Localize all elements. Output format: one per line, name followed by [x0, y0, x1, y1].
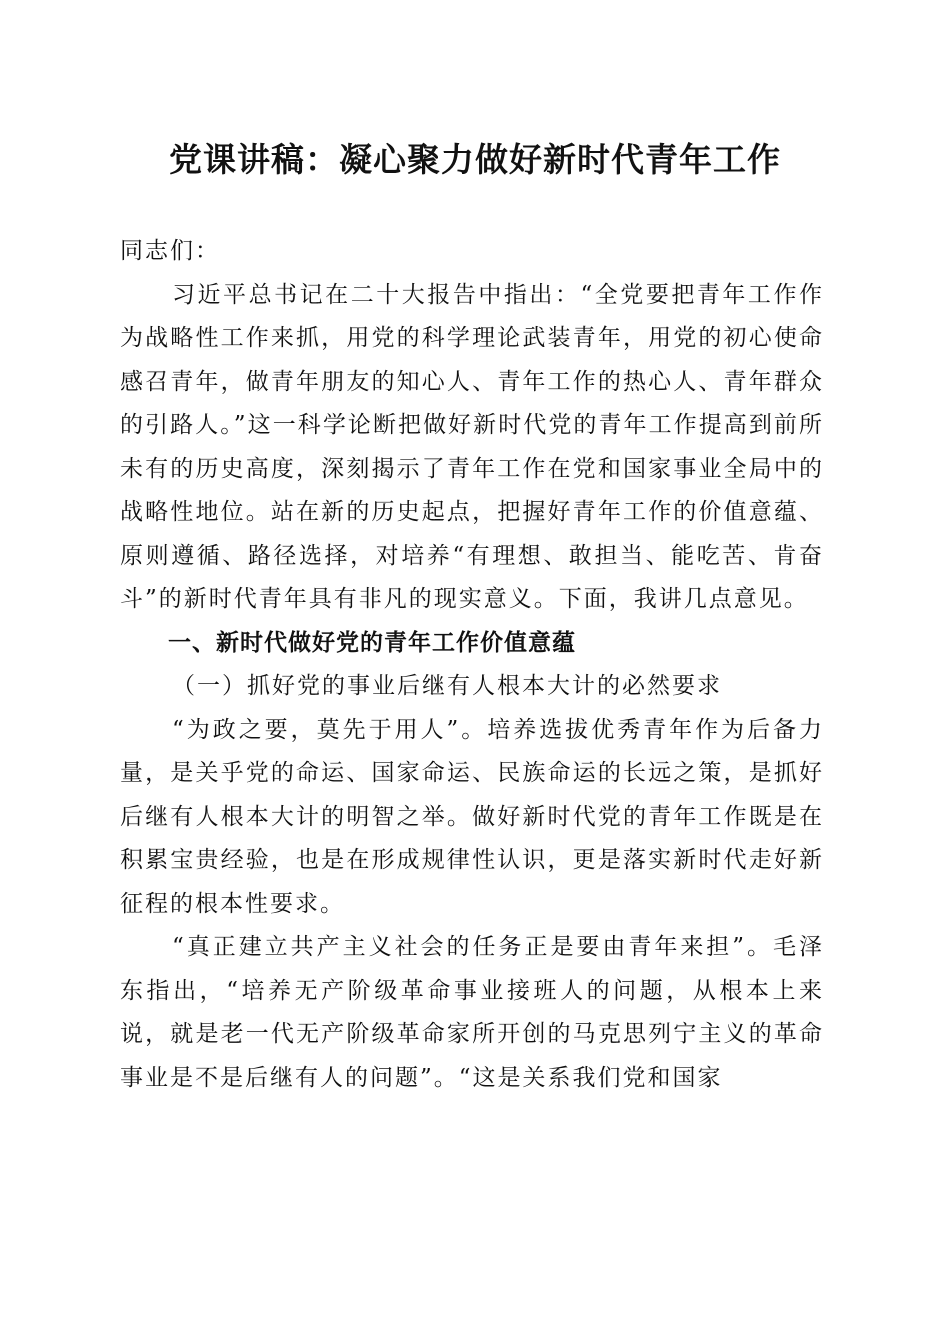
intro-paragraph: 习近平总书记在二十大报告中指出：“全党要把青年工作作为战略性工作来抓，用党的科学理论武装青年，用党的初心使命感召青年，做青年朋友的知心人、青年工作的热心人、青年群众的引路人。”这一科学论断把做好新时代党的青年工作提高到前所未有的历史高度，深刻揭示了青年工作在党和国家事业全局中的战略性地位。站在新的历史起点，把握好青年工作的价值意蕴、原则遵循、路径选择，对培养“有理想、敢担当、能吃苦、肯奋斗”的新时代青年具有非凡的现实意义。下面，我讲几点意见。	[120, 281, 824, 612]
salutation: 同志们：	[120, 238, 220, 264]
document-body	[120, 230, 824, 1100]
body-paragraph-1: “为政之要，莫先于用人”。培养选拔优秀青年作为后备力量，是关乎党的命运、国家命运、民族命运的长远之策，是抓好后继有人根本大计的明智之举。做好新时代党的青年工作既是在积累宝贵经验，也是在形成规律性认识，更是落实新时代走好新征程的根本性要求。	[120, 716, 824, 917]
section-heading-1: 一、新时代做好党的青年工作价值意蕴	[168, 629, 576, 656]
document-title: 党课讲稿：凝心聚力做好新时代青年工作	[169, 140, 781, 179]
body-paragraph-2: “真正建立共产主义社会的任务正是要由青年来担”。毛泽东指出，“培养无产阶级革命事业接班人的问题，从根本上来说，就是老一代无产阶级革命家所开创的马克思列宁主义的革命事业是不是后继有人的问题”。“这是关系我们党和国家	[120, 934, 824, 1091]
subsection-heading-1: （一）抓好党的事业后继有人根本大计的必然要求	[172, 673, 722, 699]
